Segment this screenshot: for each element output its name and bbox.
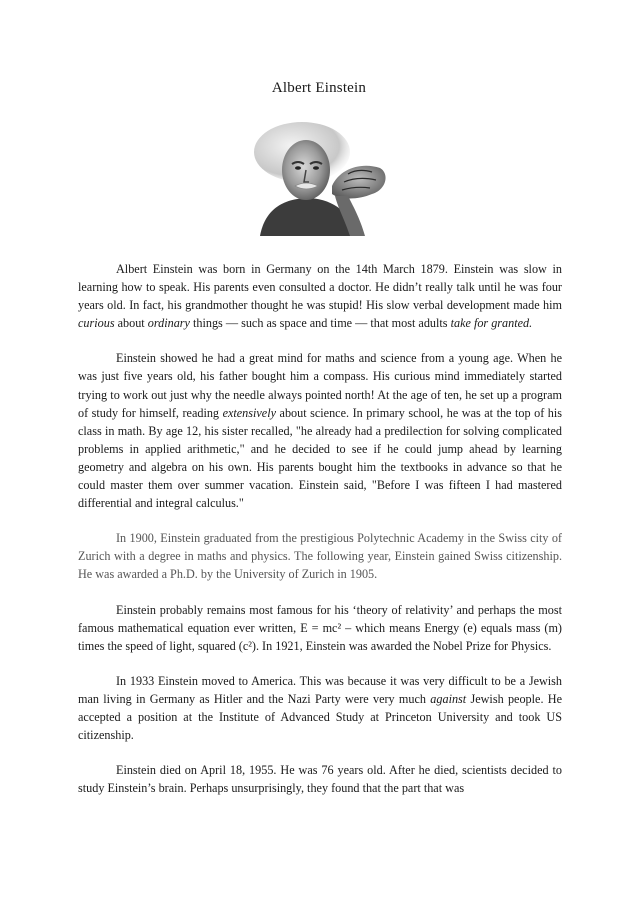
paragraph-death: Einstein died on April 18, 1955. He was 76 years old. After he died, scientists decided to study Einstein’s brain. Perhaps unsurprisingly, they found that the part that was bbox=[78, 763, 562, 796]
paragraph-education: In 1900, Einstein graduated from the prestigious Polytechnic Academy in the Swiss city of Zurich with a degree in maths and physics. The following year, Einstein gained Swiss citizenship. He was awarded a Ph.D. by the University of Zurich in 1905. bbox=[78, 531, 562, 582]
paragraph-text: things — such as space and time — that most adults bbox=[189, 316, 451, 331]
page-title: Albert Einstein bbox=[271, 80, 367, 96]
paragraph-text: Albert Einstein was born in Germany on the 14th March 1879. Einstein was slow in learning how to speak. His parents even consulted a doctor. He didn’t really talk until he was four years old. In fact, his grandmother thought he was stupid! His slow verbal development made him bbox=[78, 262, 562, 313]
paragraph-text: Einstein showed he had a great mind for maths and science from a young age. When he was just five years old, his father bought him a compass. His curious mind immediately started trying to work out just why the needle always pointed north! At the age of ten, he set up a program of study for himself, reading bbox=[78, 351, 562, 420]
emphasis-text: take for granted. bbox=[450, 316, 533, 331]
einstein-portrait-image bbox=[240, 118, 400, 236]
paragraph-early-life bbox=[78, 260, 562, 332]
paragraph-america bbox=[78, 672, 562, 744]
paragraph-text: about science. In primary school, he was at the top of his class in math. By age 12, his sister recalled, "he already had a predilection for solving complicated problems in applied arithmetic," and he decided to see if he could jump ahead by learning geometry and algebra on his own. His parents bought him the textbooks in advance so that he could master them over summer vacation. Einstein said, "Before I was fifteen I had mastered differential and integral calculus." bbox=[78, 405, 562, 511]
paragraph-text: about bbox=[114, 316, 148, 331]
paragraph-childhood bbox=[78, 349, 562, 512]
paragraph-text: Jewish people. He accepted a position at the Institute of Advanced Study at Princeton University and took US citizenship. bbox=[78, 691, 562, 743]
paragraph-text: In 1933 Einstein moved to America. This was because it was very difficult to be a Jewish man living in Germany as Hitler and the Nazi Party were very much bbox=[78, 673, 562, 706]
article-body bbox=[78, 260, 562, 797]
emphasis-text: against bbox=[430, 691, 467, 706]
paragraph-relativity: Einstein probably remains most famous for his ‘theory of relativity’ and perhaps the most famous mathematical equation ever written, E = mc² – which means Energy (e) equals mass (m) times the speed of light, squared (c²). In 1921, Einstein was awarded the Nobel Prize for Physics. bbox=[78, 602, 562, 653]
emphasis-text: ordinary bbox=[147, 316, 190, 331]
emphasis-text: curious bbox=[78, 316, 115, 331]
emphasis-text: extensively bbox=[222, 405, 277, 420]
